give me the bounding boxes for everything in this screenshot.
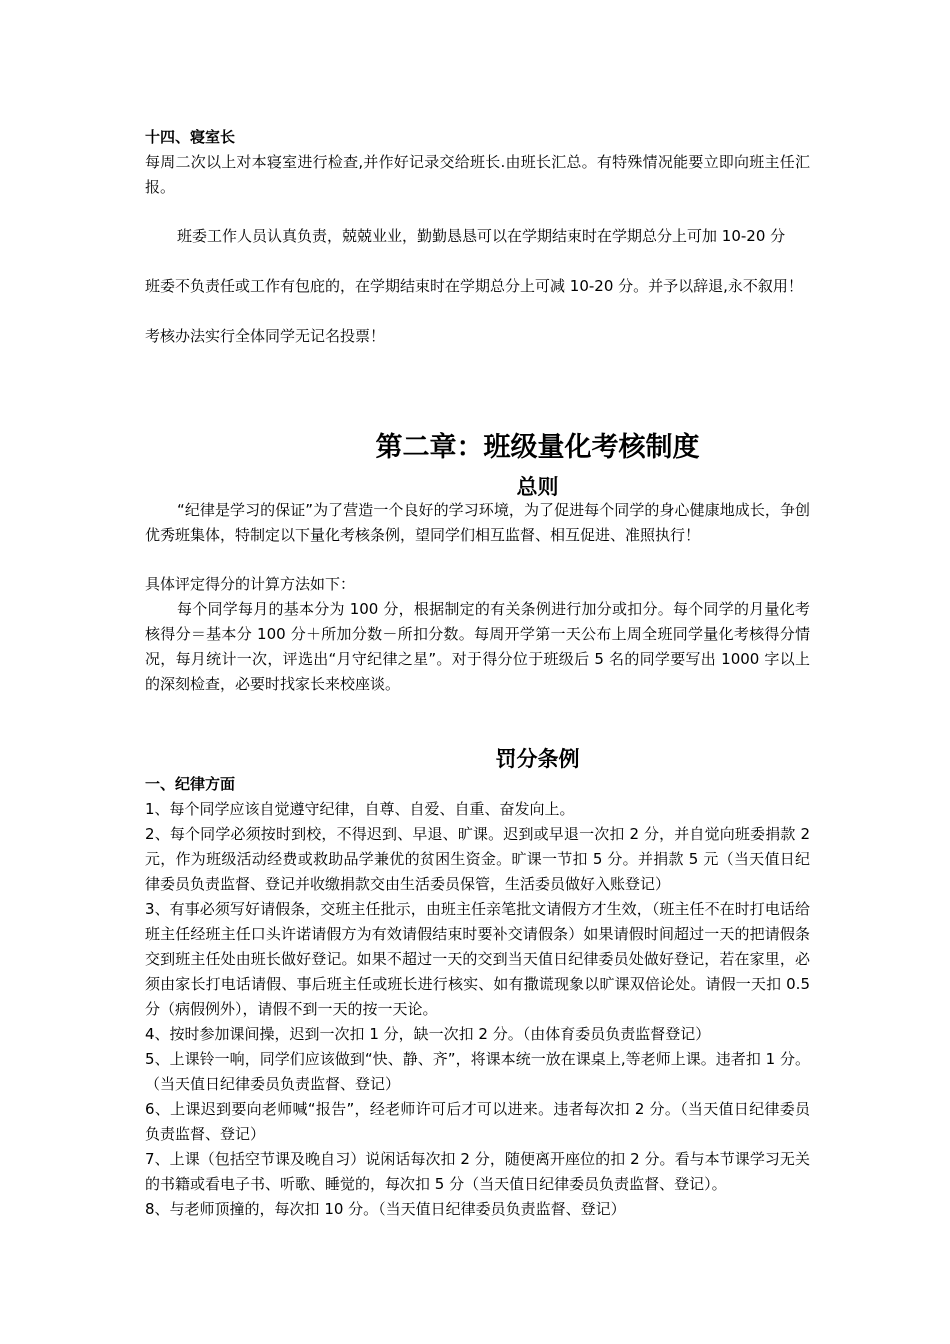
penalty-rules-title: 罚分条例: [495, 746, 580, 771]
calculation-body: 每个同学每月的基本分为 100 分，根据制定的有关条例进行加分或扣分。每个同学的月量化考核得分＝基本分 100 分＋所加分数－所扣分数。每周开学第一天公布上周全班同学量化考核得分情况，每月统计一次，评选出“月守纪律之星”。对于得分位于班级后 5 名的同学要写出 1000 字以上的深刻检查，必要时找家长来校座谈。: [145, 600, 810, 693]
calculation-intro: 具体评定得分的计算方法如下：: [145, 575, 356, 593]
assessment-voting: 考核办法实行全体同学无记名投票！: [145, 327, 386, 345]
section-14-body: 每周二次以上对本寝室进行检查,并作好记录交给班长.由班长汇总。有特殊情况能要立即向班主任汇报。: [145, 153, 810, 196]
penalty-item-7: 7、上课（包括空节课及晚自习）说闲话每次扣 2 分，随便离开座位的扣 2 分。看与本节课学习无关的书籍或看电子书、听歌、睡觉的，每次扣 5 分（当天值日纪律委员负责监督、登记）。: [145, 1150, 810, 1193]
assessment-penalty: 班委不负责任或工作有包庇的，在学期结束时在学期总分上可减 10-20 分。并予以辞退,永不叙用！: [145, 277, 803, 295]
chapter-title: 第二章：班级量化考核制度: [375, 432, 700, 463]
general-title: 总则: [516, 474, 559, 499]
assessment-reward: 班委工作人员认真负责，兢兢业业，勤勤恳恳可以在学期结束时在学期总分上可加 10-20 分: [177, 227, 786, 245]
penalty-item-1: 1、每个同学应该自觉遵守纪律，自尊、自爱、自重、奋发向上。: [145, 800, 575, 818]
discipline-heading: 一、纪律方面: [145, 775, 236, 793]
penalty-item-4: 4、按时参加课间操，迟到一次扣 1 分，缺一次扣 2 分。（由体育委员负责监督登记）: [145, 1025, 711, 1043]
penalty-item-3: 3、有事必须写好请假条，交班主任批示，由班主任亲笔批文请假方才生效，（班主任不在时打电话给班主任经班主任口头许诺请假方为有效请假结束时要补交请假条）如果请假时间超过一天的把请假条交到班主任处由班长做好登记。如果不超过一天的交到当天值日纪律委员处做好登记，若在家里，必须由家长打电话请假、事后班主任或班长进行核实、如有撒谎现象以旷课双倍论处。请假一天扣 0.5 分（病假例外），请假不到一天的按一天论。: [145, 900, 810, 1018]
section-14-heading: 十四、寝室长: [145, 128, 236, 146]
penalty-item-8: 8、与老师顶撞的，每次扣 10 分。（当天值日纪律委员负责监督、登记）: [145, 1200, 626, 1218]
penalty-item-2: 2、每个同学必须按时到校，不得迟到、早退、旷课。迟到或早退一次扣 2 分，并自觉向班委捐款 2 元，作为班级活动经费或救助品学兼优的贫困生资金。旷课一节扣 5 分。并捐款 5 元（当天值日纪律委员负责监督、登记并收缴捐款交由生活委员保管，生活委员做好入账登记）: [145, 825, 810, 893]
penalty-item-6: 6、上课迟到要向老师喊“报告”，经老师许可后才可以进来。违者每次扣 2 分。（当天值日纪律委员负责监督、登记）: [145, 1100, 810, 1143]
penalty-item-5: 5、上课铃一响，同学们应该做到“快、静、齐”，将课本统一放在课桌上,等老师上课。违者扣 1 分。（当天值日纪律委员负责监督、登记）: [145, 1050, 810, 1093]
general-paragraph: “纪律是学习的保证”为了营造一个良好的学习环境，为了促进每个同学的身心健康地成长，争创优秀班集体，特制定以下量化考核条例，望同学们相互监督、相互促进、准照执行！: [145, 501, 810, 544]
penalty-item-list: [145, 797, 810, 1222]
